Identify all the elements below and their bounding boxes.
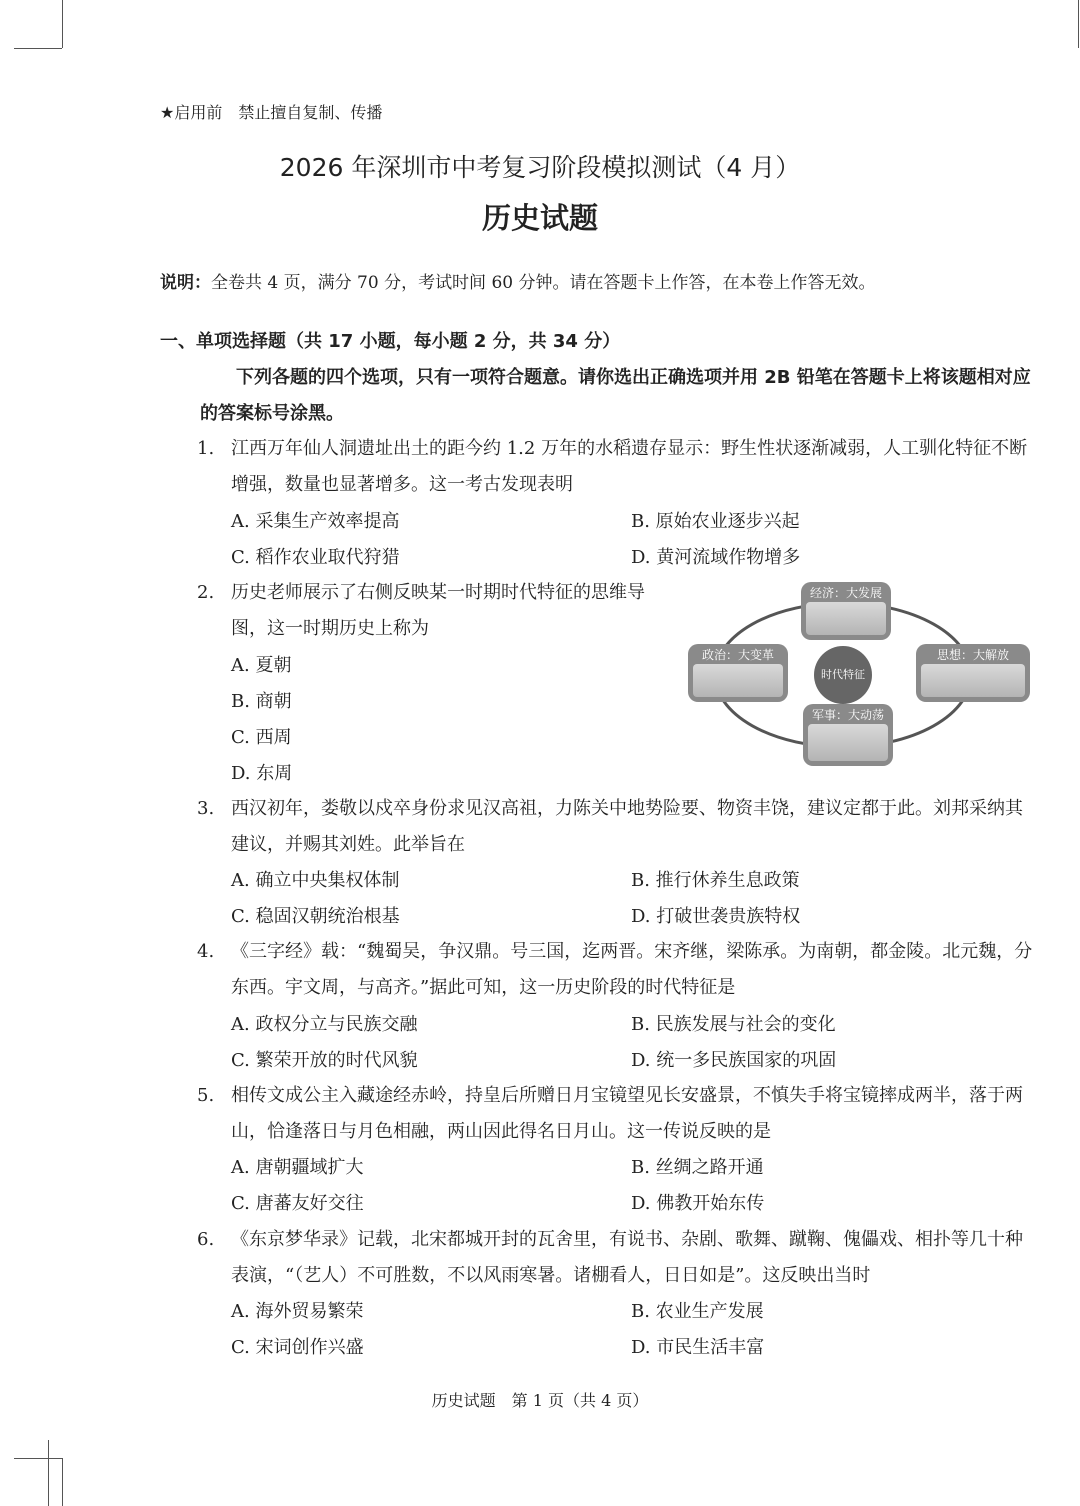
crop-mark-bottom-left-v	[62, 1458, 63, 1506]
question-5	[197, 1078, 1037, 1150]
node-politics-picture	[693, 664, 783, 697]
node-military	[803, 704, 893, 766]
question-1	[197, 431, 1037, 503]
node-economy-picture	[806, 602, 886, 635]
section-note: 下列各题的四个选项，只有一项符合题意。请你选出正确选项并用 2B 铅笔在答题卡上将该题相对应的答案标号涂黑。	[200, 367, 1031, 424]
question-text: 历史老师展示了右侧反映某一时期时代特征的思维导图，这一时期历史上称为	[231, 582, 645, 639]
option-c: C. 繁荣开放的时代风貌	[231, 1050, 418, 1071]
confidential-notice: ★启用前 禁止擅自复制、传播	[160, 103, 383, 122]
node-economy	[801, 582, 891, 640]
question-number: 6.	[197, 1229, 215, 1250]
page-footer: 历史试题 第 1 页（共 4 页）	[431, 1391, 649, 1410]
crop-mark-top-left-h	[14, 48, 62, 49]
option-d: D. 打破世袭贵族特权	[631, 906, 801, 927]
question-text: 《三字经》载：“魏蜀吴，争汉鼎。号三国，迄两晋。宋齐继，梁陈承。为南朝，都金陵。北元魏，分东西。宇文周，与高齐。”据此可知，这一历史阶段的时代特征是	[231, 941, 1033, 998]
question-3	[197, 791, 1037, 863]
instructions	[160, 268, 876, 293]
option-d: D. 黄河流域作物增多	[631, 547, 801, 568]
option-a: A. 海外贸易繁荣	[231, 1301, 364, 1322]
exam-subject: 历史试题	[481, 201, 598, 235]
option-b: B. 原始农业逐步兴起	[631, 511, 800, 532]
node-economy-label: 经济：大发展	[809, 586, 882, 600]
question-number: 4.	[197, 941, 215, 962]
crop-mark-top-right	[1078, 0, 1079, 48]
question-4	[197, 934, 1037, 1006]
option-a: A. 确立中央集权体制	[231, 870, 400, 891]
node-politics	[688, 644, 788, 702]
question-number: 5.	[197, 1085, 215, 1106]
option-a: A. 政权分立与民族交融	[231, 1014, 418, 1035]
exam-title: 2026 年深圳市中考复习阶段模拟测试（4 月）	[279, 153, 801, 182]
option-a: A. 采集生产效率提高	[231, 511, 400, 532]
question-text: 《东京梦华录》记载，北宋都城开封的瓦舍里，有说书、杂剧、歌舞、蹴鞠、傀儡戏、相扑等几十种表演，“（艺人）不可胜数，不以风雨寒暑。诸棚看人，日日如是”。这反映出当时	[231, 1229, 1023, 1286]
instructions-label: 说明：	[160, 273, 211, 293]
question-text: 江西万年仙人洞遗址出土的距今约 1.2 万年的水稻遗存显示：野生性状逐渐减弱，人工驯化特征不断增强，数量也显著增多。这一考古发现表明	[231, 438, 1028, 495]
option-b: B. 商朝	[231, 691, 292, 712]
option-c: C. 西周	[231, 727, 292, 748]
option-b: B. 民族发展与社会的变化	[631, 1014, 836, 1035]
option-d: D. 统一多民族国家的巩固	[631, 1050, 837, 1071]
option-d: D. 市民生活丰富	[631, 1337, 765, 1358]
instructions-text: 全卷共 4 页，满分 70 分，考试时间 60 分钟。请在答题卡上作答，在本卷上作答无效。	[211, 273, 876, 293]
question-number: 2.	[197, 582, 215, 603]
option-b: B. 农业生产发展	[631, 1301, 764, 1322]
question-text: 西汉初年，娄敬以戍卒身份求见汉高祖，力陈关中地势险要、物资丰饶，建议定都于此。刘邦采纳其建议，并赐其刘姓。此举旨在	[231, 798, 1023, 855]
option-a: A. 唐朝疆域扩大	[231, 1157, 364, 1178]
question-6	[197, 1222, 1037, 1294]
option-c: C. 稻作农业取代狩猎	[231, 547, 400, 568]
question-2	[197, 575, 677, 647]
option-a: A. 夏朝	[231, 655, 292, 676]
node-thought-label: 思想：大解放	[936, 648, 1009, 662]
node-thought-picture	[921, 664, 1025, 697]
option-c: C. 稳固汉朝统治根基	[231, 906, 400, 927]
crop-mark-bottom-left-v2	[48, 1440, 49, 1506]
node-politics-label: 政治：大变革	[701, 648, 774, 662]
question-number: 1.	[197, 438, 215, 459]
option-b: B. 推行休养生息政策	[631, 870, 800, 891]
question-number: 3.	[197, 798, 215, 819]
option-d: D. 佛教开始东传	[631, 1193, 765, 1214]
option-c: C. 宋词创作兴盛	[231, 1337, 364, 1358]
node-center: 时代特征	[814, 646, 872, 704]
mind-map-diagram	[686, 580, 1032, 770]
option-c: C. 唐蕃友好交往	[231, 1193, 364, 1214]
section-heading: 一、单项选择题（共 17 小题，每小题 2 分，共 34 分）	[160, 331, 621, 352]
node-military-picture	[808, 724, 888, 761]
option-b: B. 丝绸之路开通	[631, 1157, 764, 1178]
node-military-label: 军事：大动荡	[811, 708, 884, 722]
crop-mark-bottom-left-h	[14, 1458, 62, 1459]
crop-mark-top-left-v	[62, 0, 63, 48]
option-d: D. 东周	[231, 763, 293, 784]
question-text: 相传文成公主入藏途经赤岭，持皇后所赠日月宝镜望见长安盛景，不慎失手将宝镜摔成两半，落于两山，恰逢落日与月色相融，两山因此得名日月山。这一传说反映的是	[231, 1085, 1023, 1142]
node-thought	[916, 644, 1030, 702]
